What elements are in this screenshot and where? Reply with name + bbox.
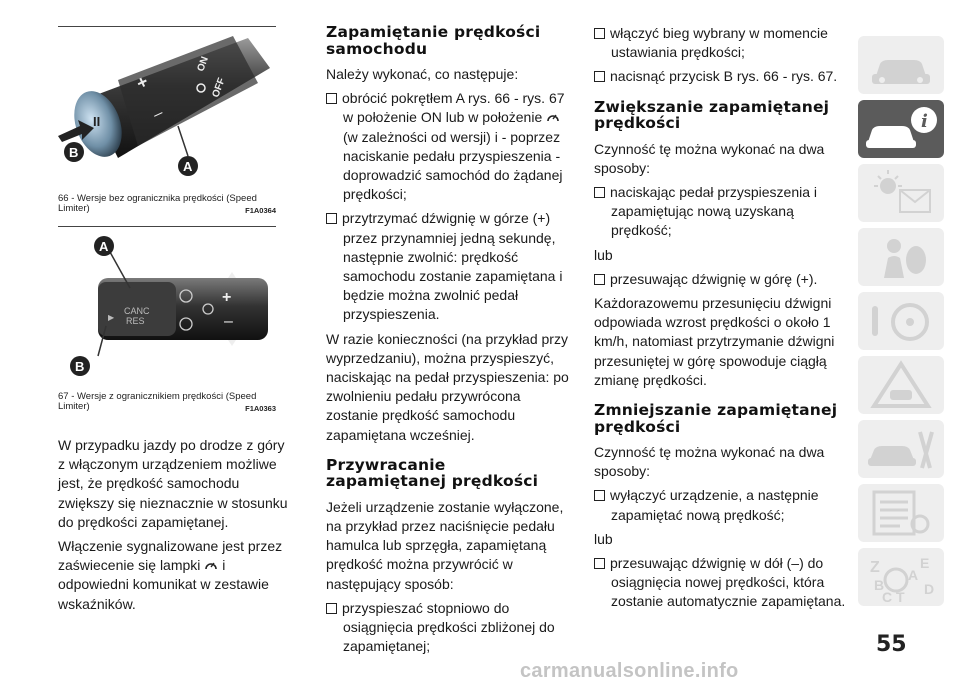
technical-data-icon[interactable] — [858, 484, 944, 542]
or-text: lub — [594, 246, 613, 263]
cruise-control-icon — [546, 111, 560, 123]
list-item: obrócić pokrętłem A rys. 66 - rys. 67 w położenie ON lub w położenie (w zależności od wersji) i - poprzez naciskanie pedału przyspieszenia - doprowadzić samochód do żądanej prędkości; — [326, 89, 570, 204]
svg-text:C: C — [882, 589, 893, 605]
left-column-text — [58, 436, 288, 619]
svg-text:B: B — [75, 359, 85, 374]
figure-top-rule — [58, 26, 276, 27]
index-icon[interactable] — [858, 548, 944, 606]
checkbox-bullet-icon — [326, 93, 337, 104]
or-text: lub — [594, 530, 613, 547]
list-item: nacisnąć przycisk B rys. 66 - rys. 67. — [594, 67, 846, 86]
svg-text:A: A — [99, 239, 109, 254]
svg-text:RES: RES — [126, 316, 145, 326]
list-item: przesuwając dźwignię w górę (+). — [594, 270, 846, 289]
checkbox-bullet-icon — [594, 28, 605, 39]
checkbox-bullet-icon — [594, 558, 605, 569]
heading-increasing-speed: Zwiększanie zapamiętanej prędkości — [594, 97, 830, 133]
checkbox-bullet-icon — [594, 187, 605, 198]
svg-text:OFF: OFF — [210, 76, 228, 100]
svg-text:T: T — [896, 589, 905, 605]
svg-text:–: – — [150, 104, 166, 124]
checkbox-bullet-icon — [326, 213, 337, 224]
checkbox-bullet-icon — [594, 490, 605, 501]
svg-text:II: II — [93, 114, 101, 129]
figure-66-caption-text: 66 - Wersje bez ogranicznika prędkości (Speed Limiter) — [58, 193, 257, 214]
activation-paragraph: Włączenie sygnalizowane jest przez zaświecenie się lampki i odpowiedni komunikat w zestawie wskaźników. — [58, 538, 283, 612]
figure-67-top-rule — [58, 226, 276, 227]
checkbox-bullet-icon — [326, 603, 337, 614]
increase-intro-paragraph: Czynność tę można wykonać na dwa sposoby: — [594, 140, 825, 176]
watermark-text: carmanualsonline.info — [520, 660, 739, 682]
page-number: 55 — [876, 632, 907, 657]
downhill-paragraph: W przypadku jazdy po drodze z góry z włączonym urządzeniem możliwe jest, że prędkość samochodu zwiększy się nieznacznie w stosunku do prędkości zapamiętanej. — [58, 437, 288, 530]
svg-text:+: + — [222, 289, 232, 306]
figure-66-code: F1A0364 — [245, 206, 276, 215]
figure-67-stalk-image — [58, 228, 276, 378]
figure-67-caption — [58, 392, 276, 412]
svg-text:B: B — [874, 577, 885, 593]
cruise-control-icon — [204, 559, 218, 571]
heading-decreasing-speed: Zmniejszanie zapamiętanej prędkości — [594, 401, 838, 436]
figure-66-stalk-image — [58, 28, 276, 188]
svg-text:D: D — [924, 581, 935, 597]
svg-text:▶: ▶ — [108, 313, 115, 322]
checkbox-bullet-icon — [594, 71, 605, 82]
svg-text:i: i — [921, 111, 928, 132]
warning-lights-icon[interactable] — [858, 164, 944, 222]
list-item: włączyć bieg wybrany w momencie ustawiania prędkości; — [594, 24, 846, 62]
svg-text:A: A — [908, 567, 919, 583]
restoring-paragraph: Jeżeli urządzenie zostanie wyłączone, na przykład przez naciśnięcie pedału hamulca lub sprzęgła, zapamiętaną prędkość można przywrócić w następujący sposób: — [326, 498, 564, 592]
maintenance-icon[interactable] — [858, 420, 944, 478]
svg-text:CANC: CANC — [124, 306, 150, 316]
decrease-intro-paragraph: Czynność tę można wykonać na dwa sposoby: — [594, 444, 825, 480]
heading-restoring-speed: Przywracanie zapamiętanej prędkości — [326, 455, 539, 491]
dashboard-icon[interactable] — [858, 36, 944, 94]
emergency-icon[interactable] — [858, 356, 944, 414]
list-item: przytrzymać dźwignię w górze (+) przez przynamniej jedną sekundę, następnie zwolnić: prędkość samochodu zostanie zapamiętana i będzie można zwolnić pedał przyspieszenia. — [326, 209, 570, 324]
svg-text:ON: ON — [195, 55, 211, 74]
svg-text:E: E — [920, 555, 930, 571]
intro-paragraph: Należy wykonać, co następuje: — [326, 66, 519, 82]
safety-icon[interactable] — [858, 228, 944, 286]
figure-66-caption — [58, 194, 276, 214]
right-column-text — [594, 24, 846, 617]
starting-driving-icon[interactable] — [858, 292, 944, 350]
svg-text:A: A — [183, 159, 193, 174]
figure-67-caption-text: 67 - Wersje z ogranicznikiem prędkości (Speed Limiter) — [58, 391, 257, 412]
list-item: przyspieszać stopniowo do osiągnięcia prędkości zbliżonej do zapamiętanej; — [326, 599, 570, 657]
list-item: naciskając pedał przyspieszenia i zapamiętując nową uzyskaną prędkość; — [594, 183, 846, 241]
figure-67-code: F1A0363 — [245, 404, 276, 413]
increment-paragraph: Każdorazowemu przesunięciu dźwigni odpowiada wzrost prędkości o około 1 km/h, natomiast przytrzymanie dźwigni przesuniętej w górę spowoduje ciągłą zmianę prędkości. — [594, 295, 835, 388]
checkbox-bullet-icon — [594, 274, 605, 285]
list-item: przesuwając dźwignię w dół (–) do osiągnięcia nowej prędkości, która zostanie automatycznie zapamiętana. — [594, 554, 846, 612]
svg-text:B: B — [69, 145, 79, 160]
svg-text:+: + — [133, 71, 152, 94]
heading-storing-speed: Zapamiętanie prędkości samochodu — [326, 23, 541, 58]
car-info-icon[interactable] — [858, 100, 944, 158]
overtaking-paragraph: W razie konieczności (na przykład przy wyprzedzaniu), można przyspieszyć, naciskając na pedał przyspieszenia: po zwolnieniu pedału przywrócona zostanie prędkość samochodu zapamiętana wcześniej. — [326, 330, 569, 443]
list-item: wyłączyć urządzenie, a następnie zapamiętać nową prędkość; — [594, 486, 846, 524]
svg-text:–: – — [224, 313, 233, 330]
svg-text:Z: Z — [870, 559, 880, 576]
middle-column-text — [326, 24, 570, 661]
